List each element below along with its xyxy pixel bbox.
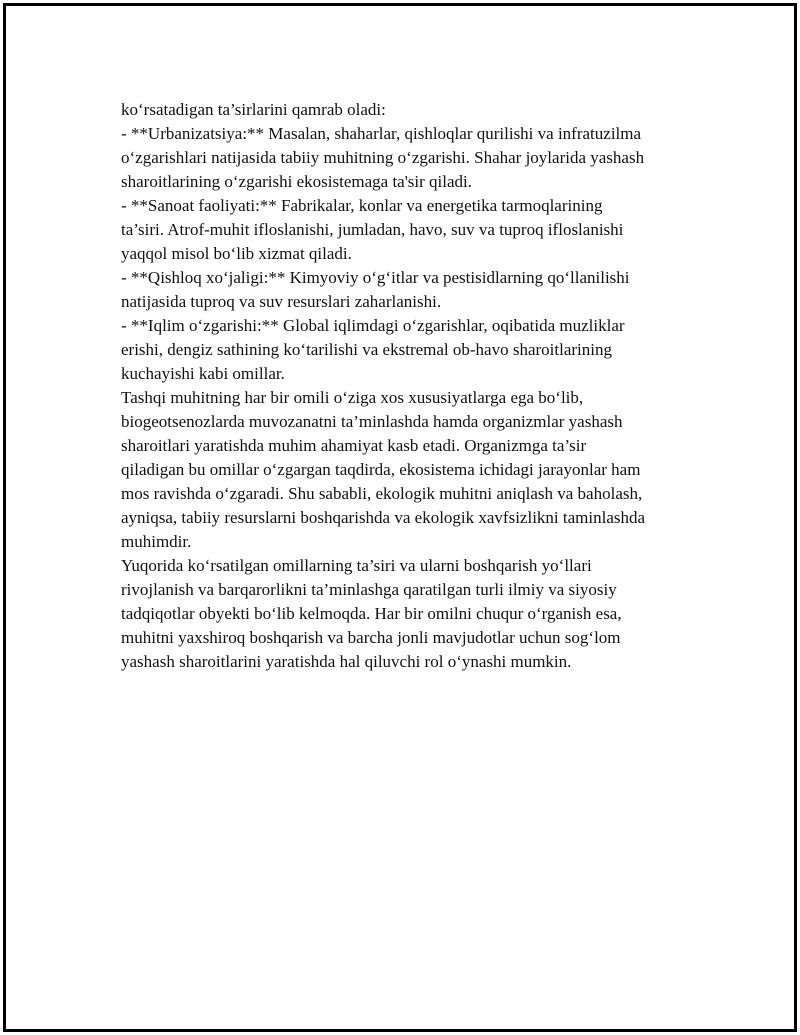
paragraph-3 — [121, 554, 701, 674]
paragraph-line: Tashqi muhitning har bir omili o‘ziga xos xususiyatlarga ega bo‘lib, — [121, 388, 584, 407]
list-line: - **Qishloq xo‘jaligi:** Kimyoviy o‘g‘itlar va pestisidlarning qo‘llanilishi — [121, 268, 630, 287]
list-line: kuchayishi kabi omillar. — [121, 364, 285, 383]
paragraph-line: yashash sharoitlarini yaratishda hal qiluvchi rol o‘ynashi mumkin. — [121, 652, 572, 671]
list-line: o‘zgarishlari natijasida tabiiy muhitning o‘zgarishi. Shahar joylarida yashash — [121, 148, 645, 167]
paragraph-line: rivojlanish va barqarorlikni ta’minlashga qaratilgan turli ilmiy va siyosiy — [121, 580, 617, 599]
paragraph-2 — [121, 386, 701, 554]
paragraph-line: tadqiqotlar obyekti bo‘lib kelmoqda. Har bir omilni chuqur o‘rganish esa, — [121, 604, 622, 623]
paragraph-line: muhitni yaxshiroq boshqarish va barcha jonli mavjudotlar uchun sog‘lom — [121, 628, 621, 647]
list-line: - **Sanoat faoliyati:** Fabrikalar, konlar va energetika tarmoqlarining — [121, 196, 603, 215]
list-line: sharoitlarining o‘zgarishi ekosistemaga ta'sir qiladi. — [121, 172, 472, 191]
paragraph-line: Yuqorida ko‘rsatilgan omillarning ta’siri va ularni boshqarish yo‘llari — [121, 556, 592, 575]
paragraph-line: sharoitlari yaratishda muhim ahamiyat kasb etadi. Organizmga ta’sir — [121, 436, 587, 455]
paragraph-line: mos ravishda o‘zgaradi. Shu sababli, ekologik muhitni aniqlash va baholash, — [121, 484, 643, 503]
list-line: yaqqol misol bo‘lib xizmat qiladi. — [121, 244, 352, 263]
text-line: ko‘rsatadigan ta’sirlarini qamrab oladi: — [121, 100, 386, 119]
paragraph-line: ayniqsa, tabiiy resurslarni boshqarishda va ekologik xavfsizlikni taminlashda — [121, 508, 646, 527]
page-frame — [3, 3, 797, 1032]
paragraph-line: qiladigan bu omillar o‘zgargan taqdirda, ekosistema ichidagi jarayonlar ham — [121, 460, 641, 479]
list-line: erishi, dengiz sathining ko‘tarilishi va ekstremal ob-havo sharoitlarining — [121, 340, 612, 359]
list-line: - **Urbanizatsiya:** Masalan, shaharlar, qishloqlar qurilishi va infratuzilma — [121, 124, 642, 143]
document-body — [121, 98, 701, 674]
intro-line — [121, 98, 701, 122]
list-line: - **Iqlim o‘zgarishi:** Global iqlimdagi o‘zgarishlar, oqibatida muzliklar — [121, 316, 625, 335]
list-line: natijasida tuproq va suv resurslari zaharlanishi. — [121, 292, 442, 311]
paragraph-line: biogeotsenozlarda muvozanatni ta’minlashda hamda organizmlar yashash — [121, 412, 623, 431]
factor-list — [121, 122, 701, 386]
list-line: ta’siri. Atrof-muhit ifloslanishi, jumladan, havo, suv va tuproq ifloslanishi — [121, 220, 624, 239]
paragraph-line: muhimdir. — [121, 532, 192, 551]
